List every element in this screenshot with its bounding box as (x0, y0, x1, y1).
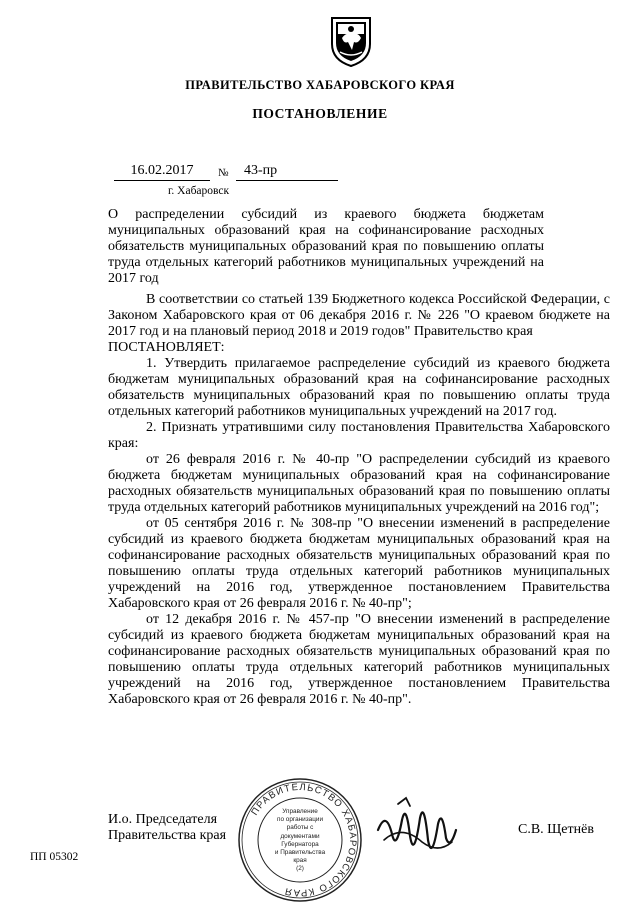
government-title: ПРАВИТЕЛЬСТВО ХАБАРОВСКОГО КРАЯ (185, 78, 455, 92)
signatory-position-line1: И.о. Председателя (108, 812, 218, 827)
decree-date: 16.02.2017 (114, 163, 210, 181)
city: г. Хабаровск (168, 185, 230, 197)
seal-inner-text (268, 808, 332, 874)
document-reference: ПП 05302 (30, 851, 79, 863)
seal-line: работы с документами (280, 824, 320, 840)
number-sign: № (218, 167, 229, 179)
seal-line: по организации (276, 816, 324, 824)
paragraph-repealed-1: от 26 февраля 2016 г. № 40-пр "О распределении субсидий из краевого бюджета бюджетам муниципальных образований края на софинансирование расходных обязательств муниципальных образований края по повышению оплаты труда отдельных категорий работников муниципальных учреждений на 2016 год"; (108, 452, 610, 515)
signatory-position (108, 812, 226, 844)
seal-line: и Правительства (274, 849, 326, 857)
seal-line: Управление (282, 808, 318, 815)
paragraph-repealed-3: от 12 декабря 2016 г. № 457-пр "О внесении изменений в распределение субсидий из краевого бюджета бюджетам муниципальных образований края на софинансирование расходных обязательств муниципальных образований края по повышению оплаты труда отдельных категорий работников муниципальных учреждений на 2016 год, утвержденное постановлением Правительства Хабаровского края от 26 февраля 2016 г. № 40-пр". (108, 612, 610, 707)
paragraph-resolves: ПОСТАНОВЛЯЕТ: (108, 340, 225, 355)
paragraph-item-1: 1. Утвердить прилагаемое распределение субсидий из краевого бюджета бюджетам муниципальных образований края на софинансирование расходных обязательств муниципальных образований края по повышению оплаты труда отдельных категорий работников муниципальных учреждений на 2017 год. (108, 356, 610, 419)
seal-line: Губернатора (281, 840, 319, 848)
paragraph-item-2: 2. Признать утратившими силу постановления Правительства Хабаровского края: (108, 420, 610, 451)
signatory-name: С.В. Щетнёв (518, 822, 594, 837)
decree-body (108, 292, 610, 708)
decree-title: ПОСТАНОВЛЕНИЕ (252, 106, 388, 121)
signatory-position-line2: Правительства края (108, 828, 227, 843)
paragraph-preamble: В соответствии со статьей 139 Бюджетного кодекса Российской Федерации, с Законом Хабаровского края от 06 декабря 2016 г. № 226 "О краевом бюджете на 2017 год и на плановый период 2018 и 2019 годов" Правительство края (108, 292, 610, 339)
seal-line: края (293, 857, 307, 865)
coat-of-arms-icon (328, 14, 374, 68)
seal-line: (2) (296, 865, 304, 873)
handwritten-signature (372, 790, 460, 868)
decree-number: 43-пр (236, 163, 338, 181)
decree-subject: О распределении субсидий из краевого бюджета бюджетам муниципальных образований края на софинансирование расходных обязательств муниципальных образований края по повышению оплаты труда отдельных категорий работников муниципальных учреждений на 2017 год (108, 207, 544, 286)
paragraph-repealed-2: от 05 сентября 2016 г. № 308-пр "О внесении изменений в распределение субсидий из краевого бюджета бюджетам муниципальных образований края на софинансирование расходных обязательств муниципальных образований края по повышению оплаты труда отдельных категорий работников муниципальных учреждений на 2016 год, утвержденное постановлением Правительства Хабаровского края от 26 февраля 2016 г. № 40-пр"; (108, 516, 610, 611)
seal-ring-text: ПРАВИТЕЛЬСТВО ХАБАРОВСКОГО КРАЯ (249, 781, 359, 899)
